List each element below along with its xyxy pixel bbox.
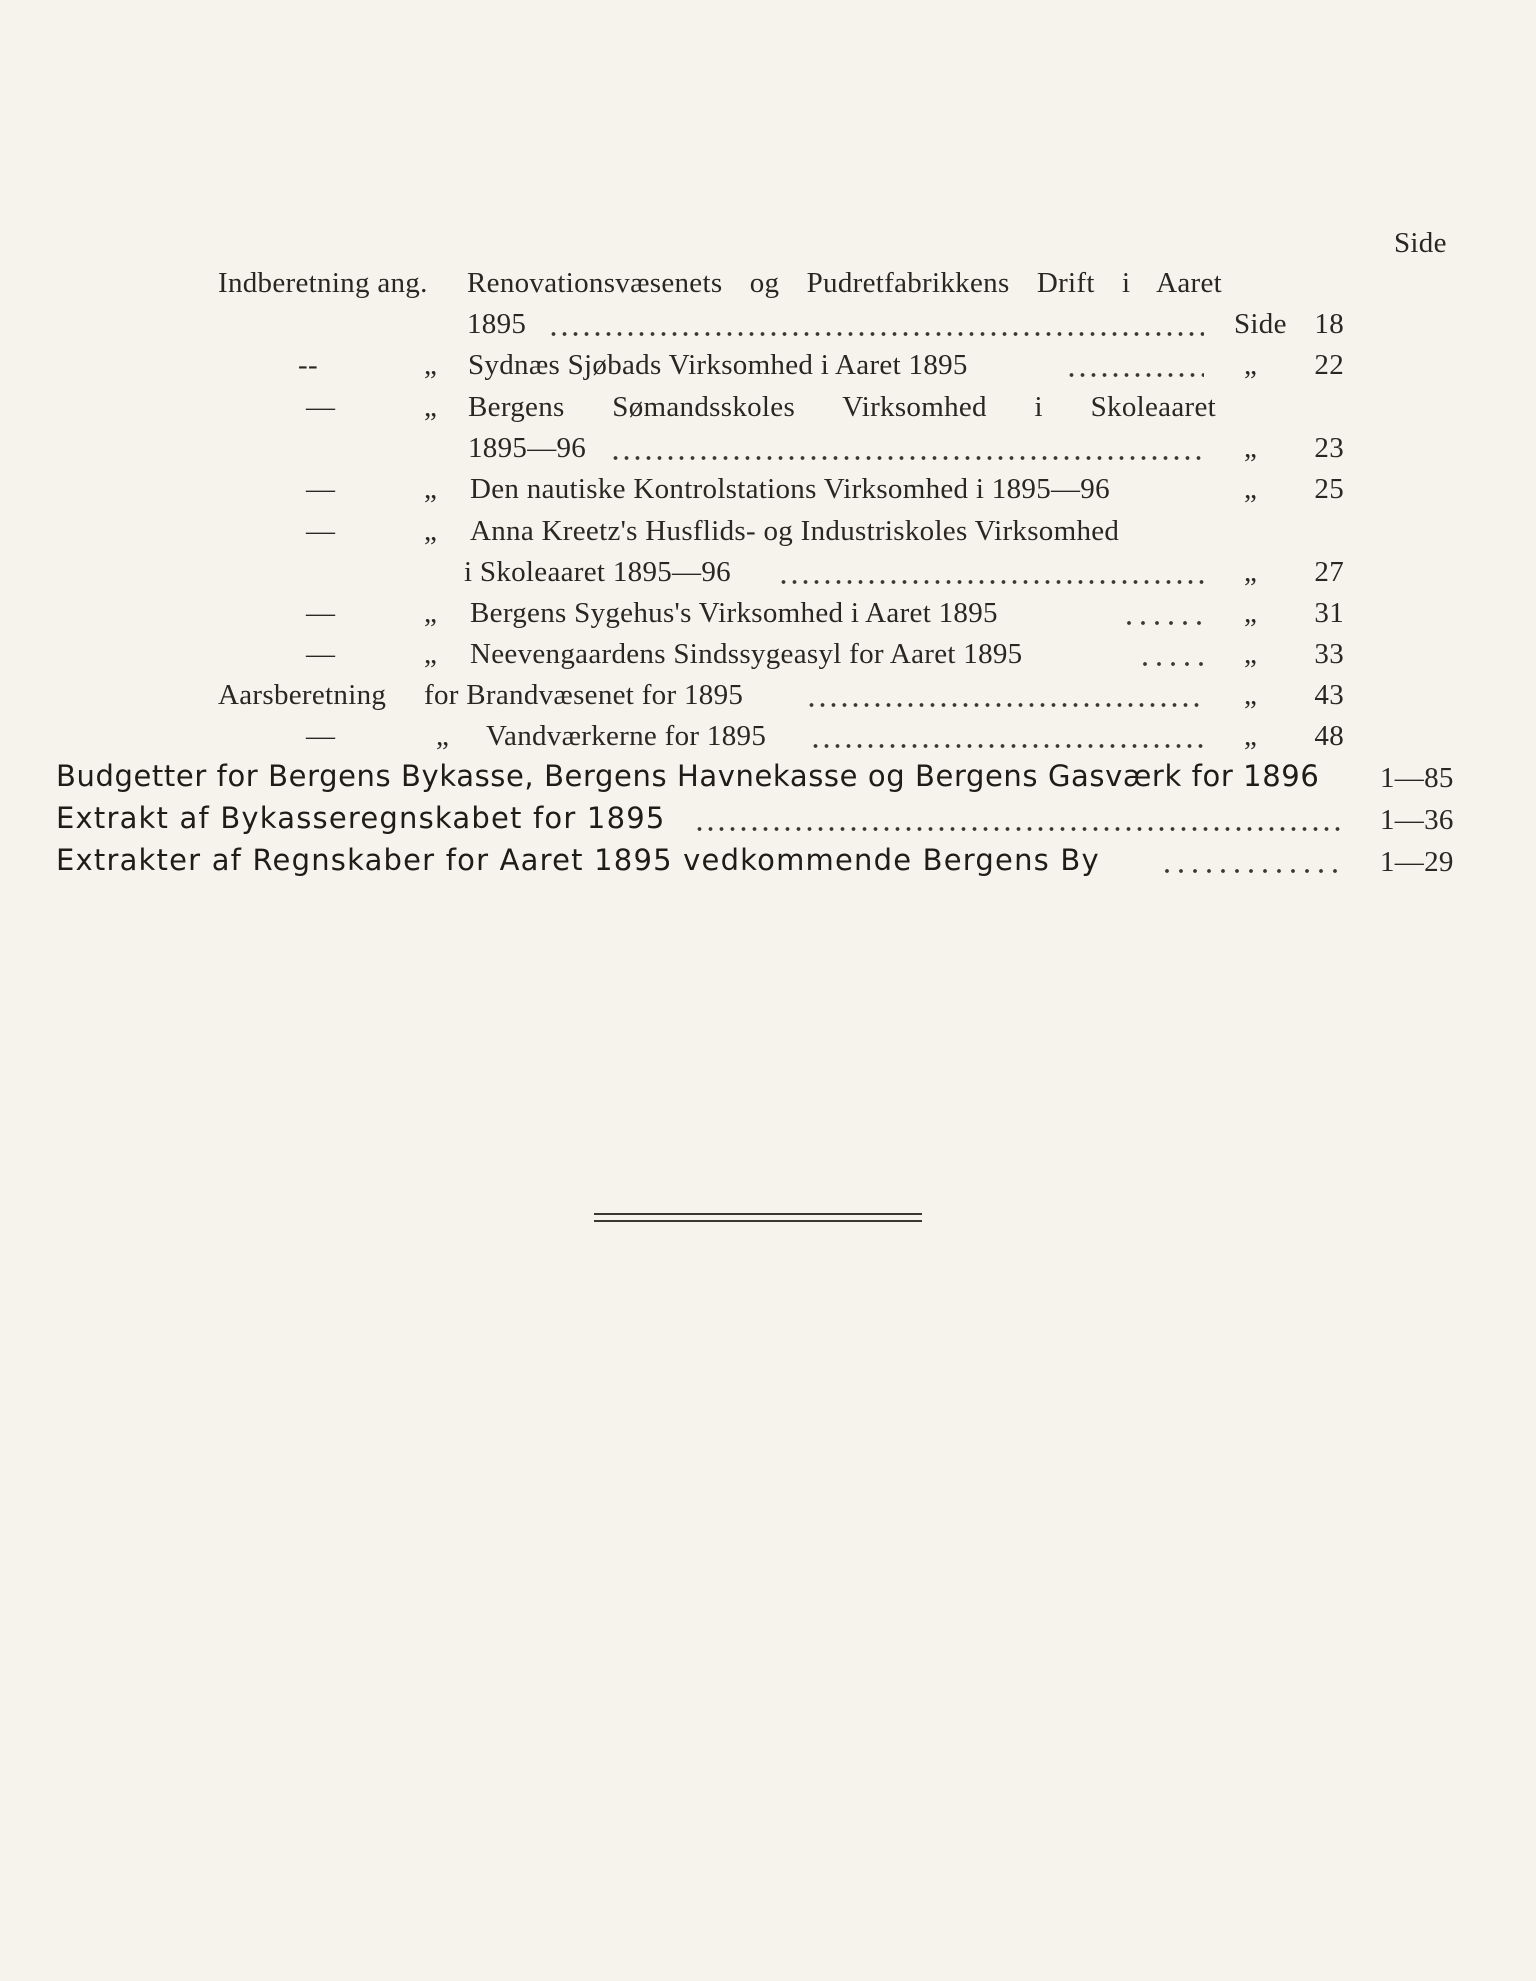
dot-leader [610, 432, 1204, 461]
ditto-mark: „ [424, 473, 438, 505]
entry-title-cont: i Skoleaaret 1895—96 [464, 556, 731, 588]
page-number: 43 [1314, 679, 1344, 711]
ditto-dash: — [306, 515, 336, 547]
side-label: Side [1234, 308, 1287, 340]
dot-leader [694, 803, 1342, 832]
dot-leader [548, 308, 1204, 337]
dot-leader [1122, 597, 1204, 626]
dot-leader [810, 720, 1204, 749]
closing-rule-top [594, 1213, 922, 1215]
dot-leader [806, 679, 1204, 708]
entry-title: Anna Kreetz's Husflids- og Industriskoles Virksomhed [470, 515, 1120, 547]
page-range: 1—85 [1380, 762, 1454, 794]
ditto-mark: „ [424, 391, 438, 423]
ditto-dash: — [306, 720, 336, 752]
dot-leader [1160, 845, 1342, 874]
page-range: 1—36 [1380, 804, 1454, 836]
main-entry-title: Budgetter for Bergens Bykasse, Bergens Havnekasse og Bergens Gasværk for 1896 [56, 759, 1320, 793]
closing-rule-bottom [594, 1220, 922, 1222]
main-entry-title: Extrakter af Regnskaber for Aaret 1895 vedkommende Bergens By [56, 843, 1100, 877]
entry-title-cont: 1895—96 [468, 432, 587, 464]
ditto-dash: — [306, 638, 336, 670]
entry-title: Bergens Sygehus's Virksomhed i Aaret 1895 [470, 597, 998, 629]
ditto-page-mark: „ [1244, 720, 1258, 752]
page-number: 48 [1314, 720, 1344, 752]
ditto-mark: „ [424, 597, 438, 629]
page-number: 25 [1314, 473, 1344, 505]
dot-leader [1138, 638, 1204, 667]
ditto-dash: -- [298, 349, 318, 381]
entry-title: Bergens Sømandsskoles Virksomhed i Skoleaaret [468, 391, 1216, 423]
dot-leader [1066, 349, 1204, 378]
ditto-dash: — [306, 597, 336, 629]
ditto-page-mark: „ [1244, 473, 1258, 505]
page-number: 18 [1314, 308, 1344, 340]
entry-title: Sydnæs Sjøbads Virksomhed i Aaret 1895 [468, 349, 968, 381]
entry-title: Neevengaardens Sindssygeasyl for Aaret 1895 [470, 638, 1023, 670]
main-entry-title: Extrakt af Bykasseregnskabet for 1895 [56, 801, 666, 835]
page-number: 31 [1314, 597, 1344, 629]
ditto-mark: „ [436, 720, 450, 752]
entry-prefix: Aarsberetning [218, 679, 387, 711]
ditto-page-mark: „ [1244, 556, 1258, 588]
entry-title: Vandværkerne for 1895 [486, 720, 767, 752]
ditto-dash: — [306, 473, 336, 505]
page-number: 33 [1314, 638, 1344, 670]
side-column-header: Side [1394, 227, 1447, 259]
ditto-page-mark: „ [1244, 638, 1258, 670]
ditto-page-mark: „ [1244, 349, 1258, 381]
page-range: 1—29 [1380, 846, 1454, 878]
ditto-dash: — [306, 391, 336, 423]
entry-title: Den nautiske Kontrolstations Virksomhed i 1895—96 [470, 473, 1110, 505]
ditto-mark: „ [424, 638, 438, 670]
ditto-page-mark: „ [1244, 679, 1258, 711]
page-number: 27 [1314, 556, 1344, 588]
ditto-mark: „ [424, 515, 438, 547]
dot-leader [778, 556, 1204, 585]
entry-title: for Brandvæsenet for 1895 [424, 679, 744, 711]
entry-title: Renovationsvæsenets og Pudretfabrikkens Drift i Aaret [467, 267, 1222, 299]
ditto-mark: „ [424, 349, 438, 381]
entry-prefix: Indberetning ang. [218, 267, 428, 299]
ditto-page-mark: „ [1244, 597, 1258, 629]
ditto-page-mark: „ [1244, 432, 1258, 464]
page-number: 22 [1314, 349, 1344, 381]
page-number: 23 [1314, 432, 1344, 464]
entry-title-cont: 1895 [467, 308, 527, 340]
